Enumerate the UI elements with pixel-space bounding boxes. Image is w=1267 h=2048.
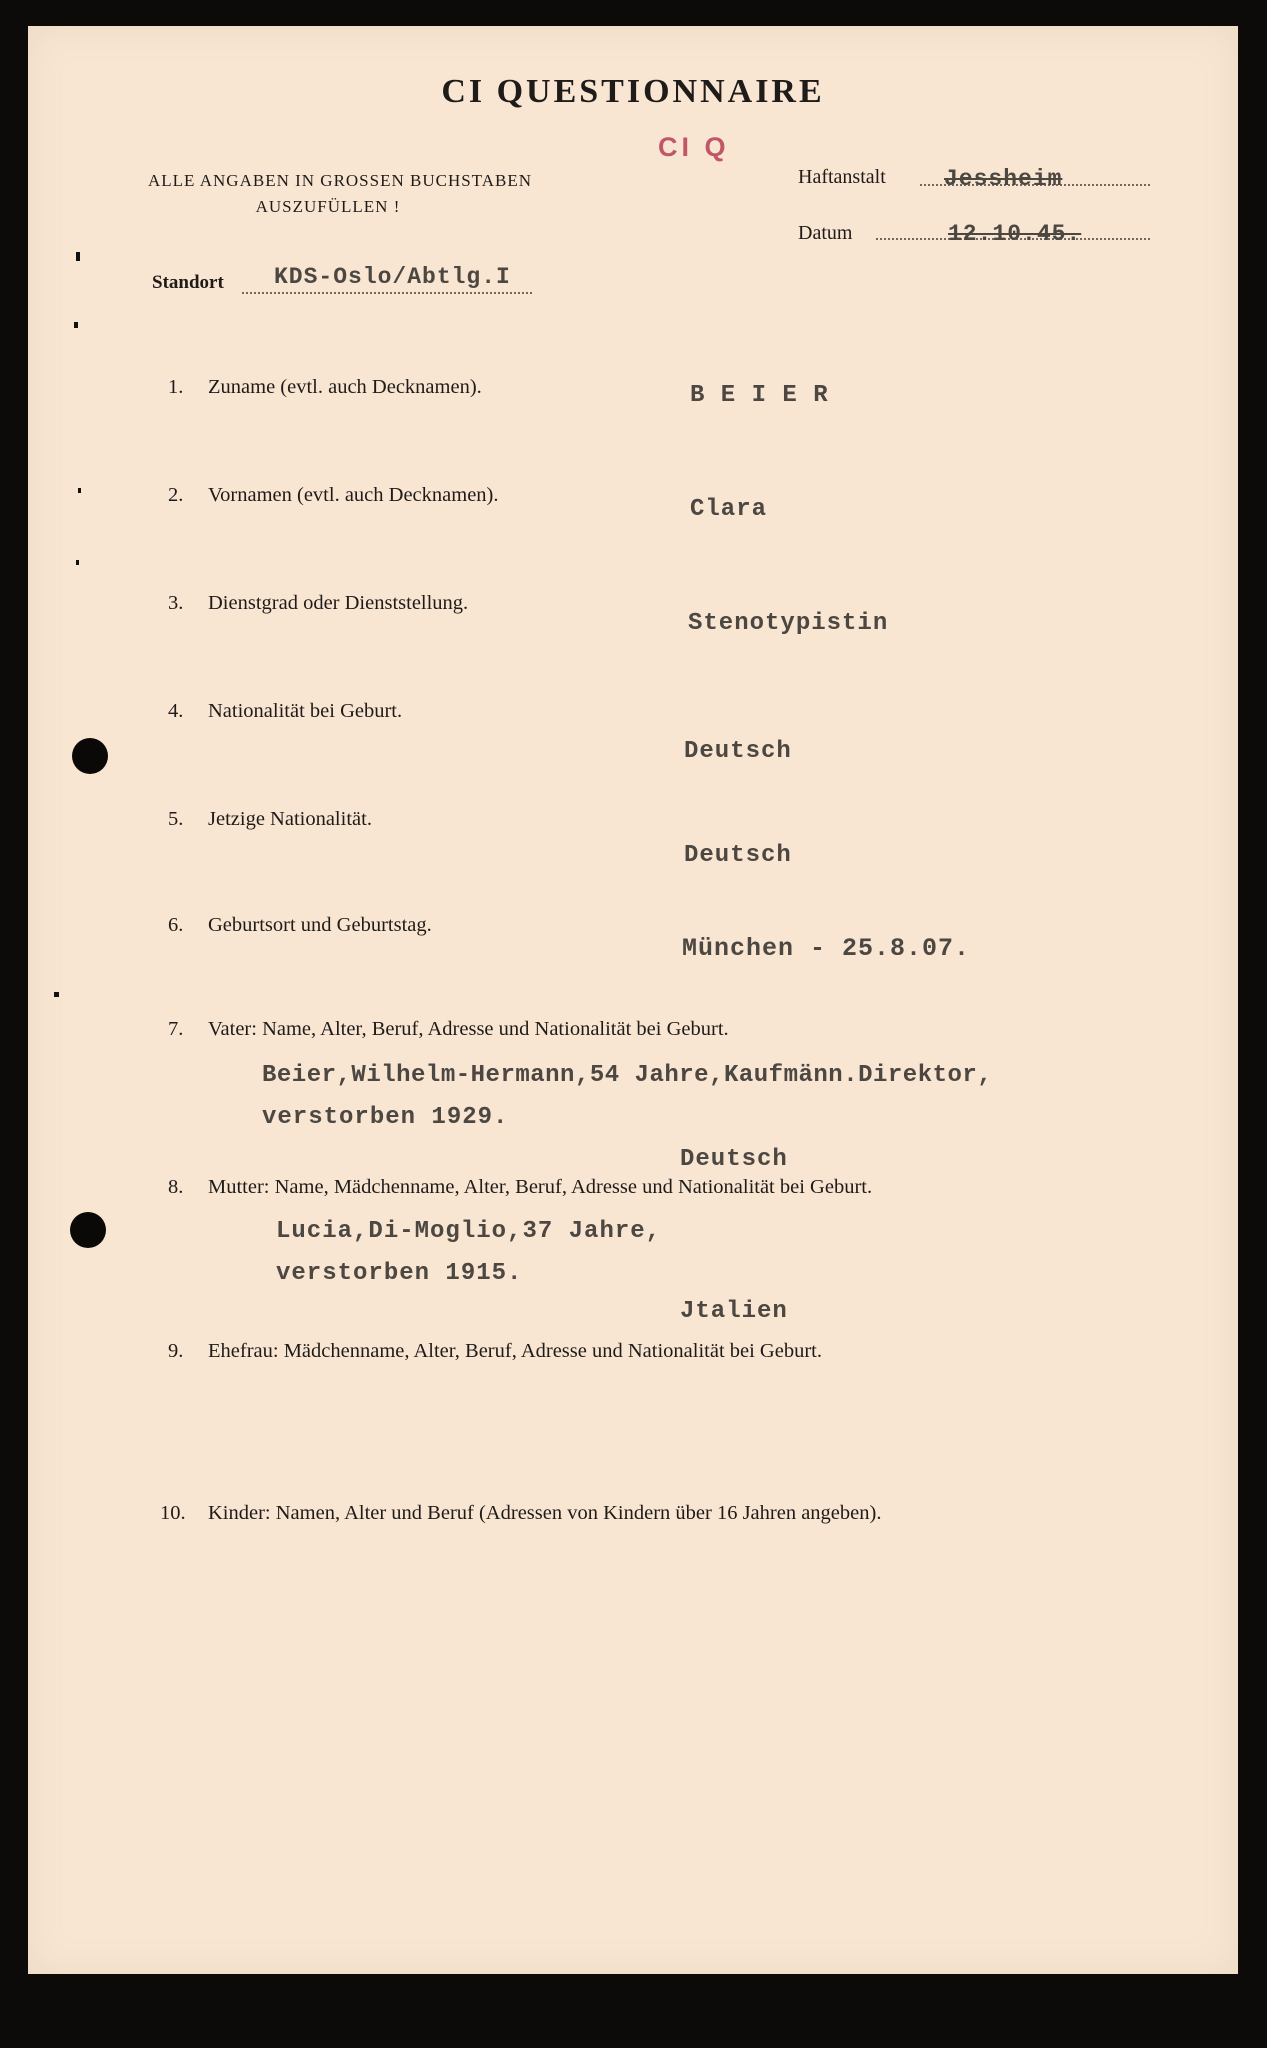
answer-2: Clara: [690, 496, 768, 523]
question-7-label: Vater: Name, Alter, Beruf, Adresse und Nationalität bei Geburt.: [208, 1018, 729, 1040]
edge-speck: [78, 488, 81, 493]
question-5-number: 5.: [168, 808, 184, 830]
ci-q-stamp: CI Q: [658, 132, 730, 162]
datum-label: Datum: [798, 222, 853, 244]
punch-hole-upper: [72, 738, 108, 774]
instruction-text: [148, 168, 532, 220]
question-8: [168, 1176, 872, 1199]
answer-4: Deutsch: [684, 738, 792, 765]
question-3-label: Dienstgrad oder Dienststellung.: [208, 592, 469, 614]
answer-3: Stenotypistin: [688, 610, 889, 637]
datum-value: 12.10.45.: [948, 221, 1082, 247]
punch-hole-lower: [70, 1212, 106, 1248]
question-2-label: Vornamen (evtl. auch Decknamen).: [208, 484, 499, 506]
question-3-number: 3.: [168, 592, 184, 614]
answer-1: B E I E R: [690, 382, 829, 409]
question-4-number: 4.: [168, 700, 184, 722]
question-4: [168, 700, 402, 723]
question-7-number: 7.: [168, 1018, 184, 1040]
question-5: [168, 808, 372, 831]
edge-speck: [74, 322, 78, 328]
answer-8-line-2: verstorben 1915.: [276, 1260, 523, 1287]
edge-speck: [54, 992, 59, 997]
question-10-label: Kinder: Namen, Alter und Beruf (Adressen von Kindern über 16 Jahren angeben).: [208, 1502, 882, 1524]
question-1-label: Zuname (evtl. auch Decknamen).: [208, 376, 482, 398]
question-2: [168, 484, 499, 507]
answer-7-nationality: Deutsch: [680, 1146, 788, 1173]
answer-7-line-1: Beier,Wilhelm-Hermann,54 Jahre,Kaufmänn.Direktor,: [262, 1062, 993, 1089]
haftanstalt-label: Haftanstalt: [798, 166, 886, 188]
instruction-line-1: ALLE ANGABEN IN GROSSEN BUCHSTABEN: [148, 171, 532, 190]
question-4-label: Nationalität bei Geburt.: [208, 700, 403, 722]
question-9: [168, 1340, 822, 1363]
answer-7-line-2: verstorben 1929.: [262, 1104, 509, 1131]
question-8-label: Mutter: Name, Mädchenname, Alter, Beruf, Adresse und Nationalität bei Geburt.: [208, 1176, 873, 1198]
edge-speck: [76, 252, 80, 261]
question-2-number: 2.: [168, 484, 184, 506]
question-6-label: Geburtsort und Geburtstag.: [208, 914, 432, 936]
answer-8-line-1: Lucia,Di-Moglio,37 Jahre,: [276, 1218, 662, 1245]
instruction-line-2: AUSZUFÜLLEN !: [255, 197, 401, 216]
edge-speck: [76, 560, 79, 565]
question-8-number: 8.: [168, 1176, 184, 1198]
questionnaire-page: [28, 26, 1238, 1974]
answer-8-nationality: Jtalien: [680, 1298, 788, 1325]
question-1: [168, 376, 482, 399]
answer-6: München - 25.8.07.: [682, 934, 971, 963]
haftanstalt-value: Jessheim: [944, 166, 1063, 192]
question-9-label: Ehefrau: Mädchenname, Alter, Beruf, Adresse und Nationalität bei Geburt.: [208, 1340, 822, 1362]
question-10: [160, 1502, 881, 1525]
form-title: CI QUESTIONNAIRE: [441, 73, 825, 110]
question-6-number: 6.: [168, 914, 184, 936]
question-7: [168, 1018, 729, 1041]
standort-label: Standort: [152, 272, 224, 293]
standort-value: KDS-Oslo/Abtlg.I: [274, 264, 511, 290]
question-6: [168, 914, 432, 937]
answer-5: Deutsch: [684, 842, 792, 869]
question-9-number: 9.: [168, 1340, 184, 1362]
question-1-number: 1.: [168, 376, 184, 398]
question-5-label: Jetzige Nationalität.: [208, 808, 372, 830]
question-3: [168, 592, 468, 615]
standort-dotted-line: [242, 292, 532, 294]
question-10-number: 10.: [160, 1502, 186, 1524]
